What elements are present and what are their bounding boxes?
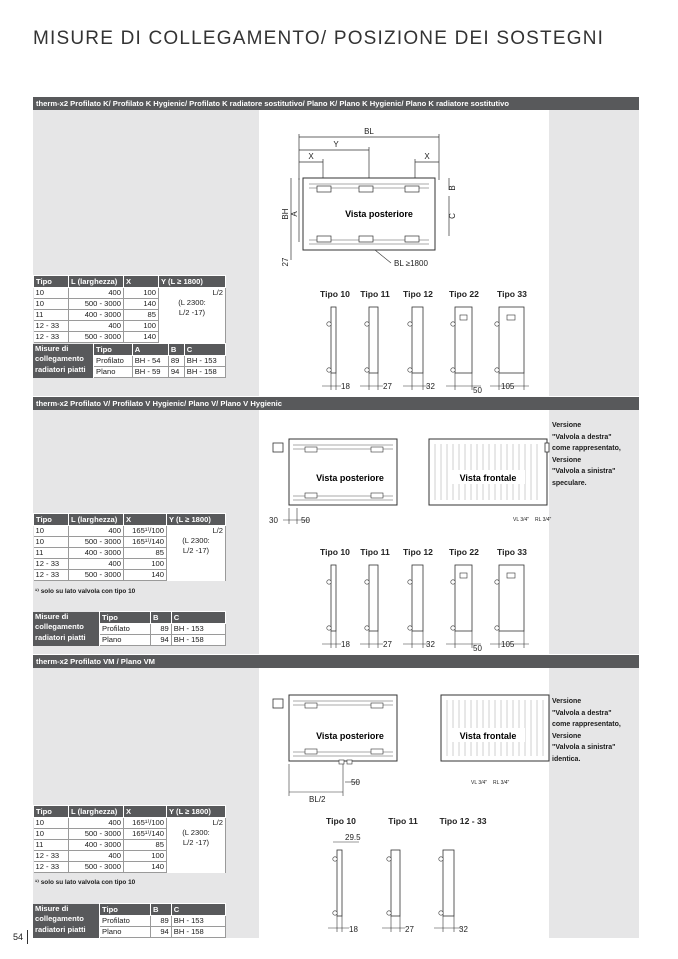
svg-text:27: 27 xyxy=(405,925,414,934)
section-header: therm-x2 Profilato K/ Profilato K Hygienic/ Profilato K radiatore sostitutivo/ Plano K/ Plano K Hygienic/ Plano K radiatore sostitutivo xyxy=(33,97,639,110)
table-row: Plano BH - 59 94 BH - 158 xyxy=(33,367,226,378)
svg-text:30: 30 xyxy=(269,516,278,525)
svg-text:RL 3/4": RL 3/4" xyxy=(535,517,552,523)
spacing-table: Tipo L (larghezza) X Y (L ≥ 1800) 10 400 165¹⁾/100 L/2 (L 2300: L/2 -17) 10 500 - 3000 165¹⁾/140 11 400 - 3000 85 12 - 33 400 100 12 - 33 500 - 3000 140 xyxy=(33,805,226,873)
svg-text:Tipo 22: Tipo 22 xyxy=(449,289,479,299)
svg-text:Tipo 12: Tipo 12 xyxy=(403,547,433,557)
svg-text:X: X xyxy=(308,152,314,161)
radiator-diagram-vm xyxy=(259,668,549,938)
page-number-rule xyxy=(27,930,28,944)
table-row: 12 - 33 500 - 3000 140 xyxy=(34,862,226,873)
svg-text:32: 32 xyxy=(426,640,435,649)
svg-text:50: 50 xyxy=(301,516,310,525)
table-row: Plano 94 BH - 158 xyxy=(33,927,226,938)
table-row: 11 400 - 3000 85 xyxy=(34,840,226,851)
svg-text:Vista frontale: Vista frontale xyxy=(459,731,517,741)
grey-panel-left xyxy=(33,668,259,938)
svg-text:29.5: 29.5 xyxy=(345,833,361,842)
svg-text:A: A xyxy=(290,211,299,217)
svg-text:VL 3/4": VL 3/4" xyxy=(471,780,488,786)
svg-text:BL/2: BL/2 xyxy=(309,795,326,804)
connection-table: Misure di collegamento radiatori piatti Tipo B C Profilato 89 BH - 153 Plano 94 BH - 158 xyxy=(33,903,226,938)
table-row: 10 400 100 L/2 (L 2300: L/2 -17) xyxy=(34,288,226,299)
spacing-table: Tipo L (larghezza) X Y (L ≥ 1800) 10 400 165¹⁾/100 L/2 (L 2300: L/2 -17) 10 500 - 3000 165¹⁾/140 11 400 - 3000 85 12 - 33 400 100 12 - 33 500 - 3000 140 xyxy=(33,513,226,581)
svg-text:Tipo 10: Tipo 10 xyxy=(320,289,350,299)
radiator-diagram-v xyxy=(259,410,552,654)
svg-text:Tipo 22: Tipo 22 xyxy=(449,547,479,557)
section-vm xyxy=(33,655,639,938)
table-row: 12 - 33 400 100 xyxy=(34,321,226,332)
svg-text:Tipo 10: Tipo 10 xyxy=(326,816,356,826)
svg-text:Tipo 11: Tipo 11 xyxy=(360,289,390,299)
footnote: ¹⁾ solo su lato valvola con tipo 10 xyxy=(35,879,136,886)
table-row: 12 - 33 400 100 xyxy=(34,851,226,862)
svg-text:RL 3/4": RL 3/4" xyxy=(493,780,510,786)
table-row: 10 400 165¹⁾/100 L/2 (L 2300: L/2 -17) xyxy=(34,526,226,537)
table-row: 12 - 33 400 100 xyxy=(34,559,226,570)
svg-text:Tipo 11: Tipo 11 xyxy=(388,816,418,826)
table-row: 12 - 33 500 - 3000 140 xyxy=(34,570,226,581)
spacing-table: Tipo L (larghezza) X Y (L ≥ 1800) 10 400 100 L/2 (L 2300: L/2 -17) 10 500 - 3000 140 11 400 - 3000 85 12 - 33 400 100 12 - 33 500 - 3000 140 xyxy=(33,275,226,343)
svg-text:Vista frontale: Vista frontale xyxy=(459,473,517,483)
footnote: ¹⁾ solo su lato valvola con tipo 10 xyxy=(35,588,136,595)
table-row: 12 - 33 500 - 3000 140 xyxy=(34,332,226,343)
svg-text:VL 3/4": VL 3/4" xyxy=(513,517,530,523)
svg-text:Vista posteriore: Vista posteriore xyxy=(316,731,384,741)
svg-text:Tipo 11: Tipo 11 xyxy=(360,547,390,557)
page-number: 54 xyxy=(13,932,24,942)
svg-text:27: 27 xyxy=(383,640,392,649)
svg-text:Tipo 12 - 33: Tipo 12 - 33 xyxy=(439,816,487,826)
table-row: 10 500 - 3000 165¹⁾/140 xyxy=(34,537,226,548)
svg-text:32: 32 xyxy=(459,925,468,934)
svg-text:50: 50 xyxy=(351,778,360,787)
grey-panel-right xyxy=(549,110,639,396)
svg-text:X: X xyxy=(424,152,430,161)
version-note: Versione "Valvola a destra" come rappresentato, Versione "Valvola a sinistra" speculare. xyxy=(552,422,621,487)
section-v xyxy=(33,397,639,654)
version-note: Versione "Valvola a destra" come rappresentato, Versione "Valvola a sinistra" identica. xyxy=(552,698,621,763)
svg-text:105: 105 xyxy=(501,640,515,649)
svg-text:27: 27 xyxy=(281,257,290,267)
table-row: 10 500 - 3000 140 xyxy=(34,299,226,310)
table-row: 11 400 - 3000 85 xyxy=(34,310,226,321)
svg-text:18: 18 xyxy=(349,925,358,934)
svg-text:50: 50 xyxy=(473,386,482,395)
section-k xyxy=(33,97,639,396)
view-label: Vista posteriore xyxy=(345,209,413,219)
radiator-diagram-k xyxy=(259,110,549,396)
table-row: 11 400 - 3000 85 xyxy=(34,548,226,559)
svg-text:C: C xyxy=(448,213,457,219)
svg-text:18: 18 xyxy=(341,382,350,391)
svg-text:BH: BH xyxy=(281,208,290,220)
svg-text:Tipo 33: Tipo 33 xyxy=(497,547,527,557)
svg-text:BL ≥1800: BL ≥1800 xyxy=(394,259,428,268)
svg-text:Y: Y xyxy=(333,140,339,149)
svg-text:Tipo 10: Tipo 10 xyxy=(320,547,350,557)
svg-text:105: 105 xyxy=(501,382,515,391)
table-row: Profilato 89 BH - 153 xyxy=(33,624,226,635)
connection-table: Misure di collegamento radiatori piatti Tipo B C Profilato 89 BH - 153 Plano 94 BH - 158 xyxy=(33,611,226,646)
table-row: Plano 94 BH - 158 xyxy=(33,635,226,646)
page-title: MISURE DI COLLEGAMENTO/ POSIZIONE DEI SOSTEGNI xyxy=(33,28,605,49)
svg-text:32: 32 xyxy=(426,382,435,391)
svg-text:Tipo 12: Tipo 12 xyxy=(403,289,433,299)
section-header: therm-x2 Profilato V/ Profilato V Hygienic/ Plano V/ Plano V Hygienic xyxy=(33,397,639,410)
svg-text:B: B xyxy=(448,185,457,191)
table-row: 10 500 - 3000 165¹⁾/140 xyxy=(34,829,226,840)
svg-text:Vista posteriore: Vista posteriore xyxy=(316,473,384,483)
svg-text:BL: BL xyxy=(364,127,374,136)
table-row: Profilato 89 BH - 153 xyxy=(33,916,226,927)
svg-text:50: 50 xyxy=(473,644,482,653)
svg-text:18: 18 xyxy=(341,640,350,649)
svg-text:Tipo 33: Tipo 33 xyxy=(497,289,527,299)
section-header: therm-x2 Profilato VM / Plano VM xyxy=(33,655,639,668)
table-row: 10 400 165¹⁾/100 L/2 (L 2300: L/2 -17) xyxy=(34,818,226,829)
table-row: Profilato BH - 54 89 BH - 153 xyxy=(33,356,226,367)
svg-text:27: 27 xyxy=(383,382,392,391)
connection-table: Misure di collegamento radiatori piatti Tipo A B C Profilato BH - 54 89 BH - 153 Plano BH - 59 94 BH - 158 xyxy=(33,343,226,378)
